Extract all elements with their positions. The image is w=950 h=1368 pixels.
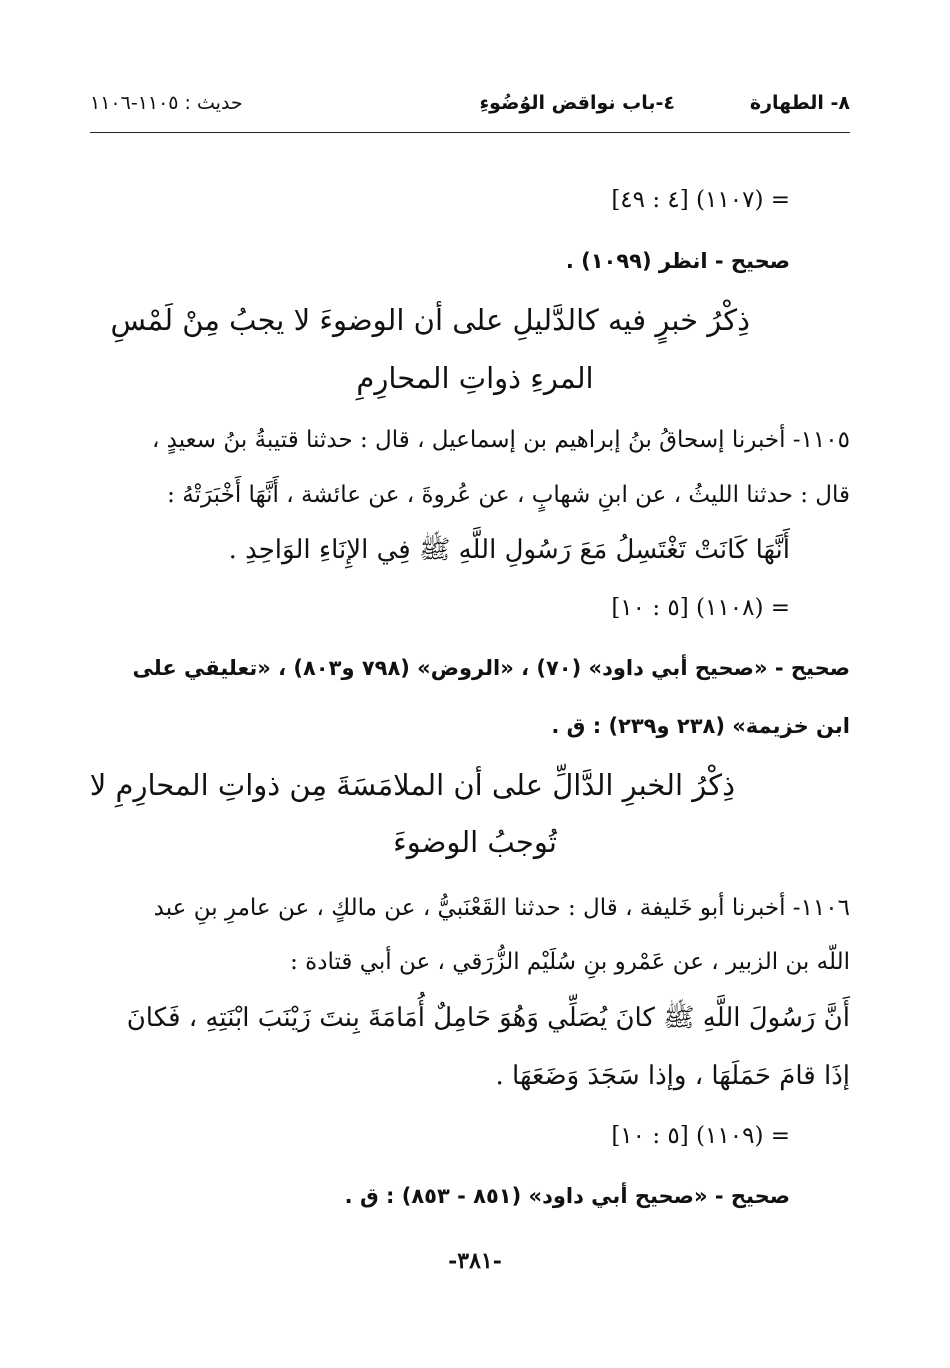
- section-heading-cont: المرءِ ذواتِ المحارِمِ: [356, 361, 594, 395]
- cross-reference: = (١١٠٨) [٥ : ١٠]: [611, 595, 790, 621]
- section-heading-cont: تُوجبُ الوضوءَ: [393, 825, 557, 859]
- grading-note: صحيح - «صحيح أبي داود» (٨٥١ - ٨٥٣) : ق .: [344, 1184, 790, 1208]
- hadith-isnad-cont: قال : حدثنا الليثُ ، عن ابنِ شهابٍ ، عن عُروةَ ، عن عائشة ، أَنَّهَا أَخْبَرَتْهُ :: [167, 482, 850, 508]
- cross-reference: = (١١٠٧) [٤ : ٤٩]: [611, 187, 790, 213]
- chapter-title: ٤-باب نواقض الوُضُوءِ: [479, 92, 675, 114]
- page-number: -٣٨١-: [448, 1248, 502, 1274]
- hadith-range: حديث : ١١٠٥-١١٠٦: [90, 92, 243, 114]
- header-rule: [90, 132, 850, 133]
- hadith-text: أَنَّهَا كَانَتْ تَغْتَسِلُ مَعَ رَسُولِ اللَّهِ ﷺ فِي الإِنَاءِ الوَاحِدِ .: [228, 535, 790, 565]
- grading-note: صحيح - «صحيح أبي داود» (٧٠) ، «الروض» (٧٩٨ و٨٠٣) ، «تعليقي على: [132, 656, 850, 680]
- section-heading: ذِكْرُ خبرٍ فيه كالدَّليلِ على أن الوضوءَ لا يجبُ مِنْ لَمْسِ: [110, 303, 750, 337]
- hadith-isnad: ١١٠٥- أخبرنا إسحاقُ بنُ إبراهيم بن إسماعيل ، قال : حدثنا قتيبةُ بنُ سعيدٍ ،: [151, 427, 850, 453]
- hadith-text-cont: إذَا قامَ حَمَلَهَا ، وإذا سَجَدَ وَضَعَهَا .: [495, 1061, 850, 1091]
- hadith-text: أَنَّ رَسُولَ اللَّهِ ﷺ كانَ يُصَلِّي وَهُوَ حَامِلٌ أُمَامَةَ بِنتَ زَيْنَبَ ابْنَتِهِ ، فَكانَ: [126, 1003, 850, 1033]
- grading-note: صحيح - انظر (١٠٩٩) .: [565, 249, 790, 273]
- section-heading: ذِكْرُ الخبرِ الدَّالِّ على أن الملامَسَةَ مِن ذواتِ المحارِمِ لا: [89, 768, 735, 802]
- book-title: ٨- الطهارة: [749, 92, 850, 114]
- hadith-isnad-cont: اللّه بن الزبير ، عن عَمْرو بنِ سُلَيْم الزُّرَقي ، عن أبي قتادة :: [290, 949, 850, 975]
- running-header: [90, 92, 850, 126]
- hadith-isnad: ١١٠٦- أخبرنا أبو خَليفة ، قال : حدثنا القَعْنَبيُّ ، عن مالكٍ ، عن عامرِ بنِ عبد: [153, 895, 850, 921]
- cross-reference: = (١١٠٩) [٥ : ١٠]: [611, 1123, 790, 1149]
- grading-note-cont: ابن خزيمة» (٢٣٨ و٢٣٩) : ق .: [551, 714, 850, 738]
